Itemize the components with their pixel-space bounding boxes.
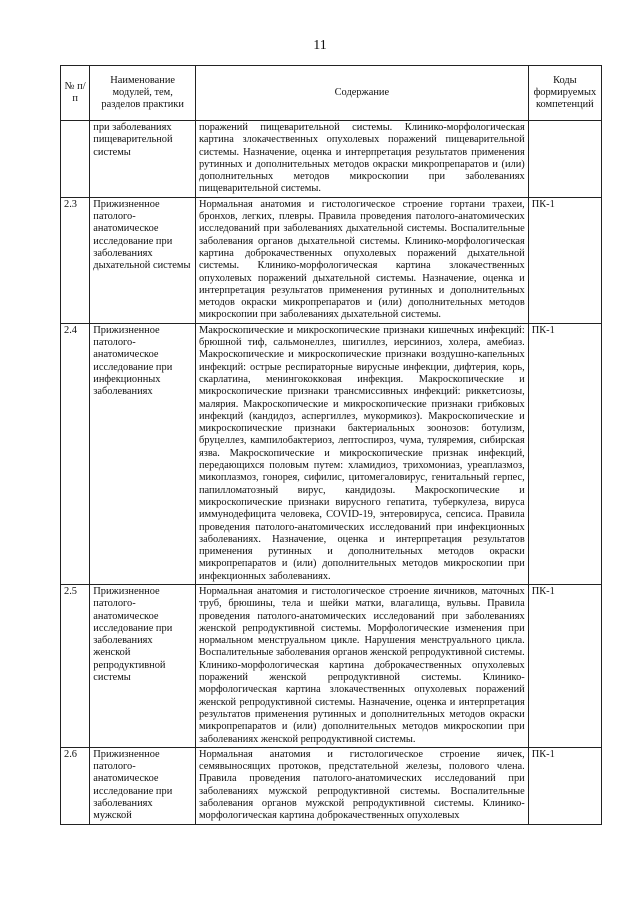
row-content: Нормальная анатомия и гистологическое строение яичек, семявыносящих протоков, предстательной железы, полового члена. Правила проведения патолого-анатомических исследований при заболеваниях мужской репродуктивной системы. Воспалительные заболевания органов мужской репродуктивной системы. Клинико-морфологическая картина доброкачественных опухолевых	[195, 747, 528, 824]
row-module: Прижизненное патолого-анатомическое исследование при заболеваниях дыхательной системы	[90, 197, 196, 323]
header-module: Наименование модулей, тем, разделов практики	[90, 66, 196, 121]
row-num: 2.3	[61, 197, 90, 323]
row-module: Прижизненное патолого-анатомическое исследование при заболеваниях мужской	[90, 747, 196, 824]
row-content: поражений пищеварительной системы. Клинико-морфологическая картина злокачественных опухолевых поражений пищеварительной системы. Назначение, оценка и интерпретация результатов применения рутинных и дополнительных методов окраски микропрепаратов и (или) дополнительных методов микроскопии при заболеваниях пищеварительной системы.	[195, 121, 528, 198]
table-row	[61, 747, 602, 824]
header-codes: Коды формируемых компетенций	[528, 66, 601, 121]
table-row	[61, 197, 602, 323]
row-content: Нормальная анатомия и гистологическое строение яичников, маточных труб, брюшины, тела и шейки матки, влагалища, вульвы. Правила проведения патолого-анатомических исследований при заболеваниях женской репродуктивной системы. Морфологические изменения при нормальном менструальном цикле. Нарушения менструального цикла. Воспалительные заболевания органов женской репродуктивной системы. Клинико-морфологическая картина доброкачественных опухолевых поражений женской репродуктивной системы. Клинико-морфологическая картина злокачественных опухолевых поражений женской репродуктивной системы. Назначение, оценка и интерпретация результатов применения рутинных и дополнительных методов окраски микропрепаратов и (или) дополнительных методов микроскопии при заболеваниях женской репродуктивной системы.	[195, 584, 528, 747]
header-num: № п/п	[61, 66, 90, 121]
row-code: ПК-1	[528, 197, 601, 323]
page-number: 11	[313, 38, 327, 53]
row-module: Прижизненное патолого-анатомическое исследование при заболеваниях женской репродуктивной системы	[90, 584, 196, 747]
row-content: Нормальная анатомия и гистологическое строение гортани трахеи, бронхов, легких, плевры. Правила проведения патолого-анатомических исследований при заболеваниях дыхательной системы. Воспалительные заболевания органов дыхательной системы. Клинико-морфологическая картина доброкачественных опухолевых поражений дыхательной системы. Клинико-морфологическая картина злокачественных опухолевых поражений дыхательной системы. Назначение, оценка и интерпретация результатов применения рутинных и дополнительных методов окраски микропрепаратов и (или) дополнительных методов микроскопии при заболеваниях дыхательной системы.	[195, 197, 528, 323]
row-module: при заболеваниях пищеварительной системы	[90, 121, 196, 198]
row-num	[61, 121, 90, 198]
row-code	[528, 121, 601, 198]
row-code: ПК-1	[528, 747, 601, 824]
row-code: ПК-1	[528, 584, 601, 747]
table-row	[61, 323, 602, 584]
table-row	[61, 121, 602, 198]
row-content: Макроскопические и микроскопические признаки кишечных инфекций: брюшной тиф, сальмонеллез, шигиллез, иерсиниоз, холера, амебиаз. Макроскопические и микроскопические признаки воздушно-капельных инфекций: острые респираторные вирусные инфекции, дифтерия, корь, скарлатина, менингококковая инфекция. Макроскопические и микроскопические признаки трансмиссивных инфекций: риккетсиозы, малярия. Макроскопические и микроскопические признаки грибковых инфекций (кандидоз, аспергиллез, мукормикоз). Макроскопические и микроскопические признаки бактериальных зоонозов: ботулизм, бруцеллез, кампилобактериоз, лептоспироз, чума, туляремия, сибирская язва. Макроскопические и микроскопические признак инфекций, передающихся половым путем: хламидиоз, трихомониаз, уреаплазмоз, микоплазмоз, гонорея, сифилис, цитомегаловирус, генитальный герпес, папилломатозный вирус, кандидозы. Макроскопические и микроскопические признаки вирусного гепатита, туберкулеза, вируса иммунодефицита человека, COVID-19, энтеровируса, сепсиса. Правила проведения патолого-анатомических исследований при инфекционных заболеваниях. Назначение, оценка и интерпретация результатов применения рутинных и дополнительных методов окраски микропрепаратов и (или) дополнительных методов микроскопии при инфекционных заболеваниях.	[195, 323, 528, 584]
header-content: Содержание	[195, 66, 528, 121]
row-num: 2.5	[61, 584, 90, 747]
curriculum-table	[60, 65, 602, 825]
table-row	[61, 584, 602, 747]
row-module: Прижизненное патолого-анатомическое исследование при инфекционных заболеваниях	[90, 323, 196, 584]
row-code: ПК-1	[528, 323, 601, 584]
row-num: 2.4	[61, 323, 90, 584]
table-header-row	[61, 66, 602, 121]
row-num: 2.6	[61, 747, 90, 824]
